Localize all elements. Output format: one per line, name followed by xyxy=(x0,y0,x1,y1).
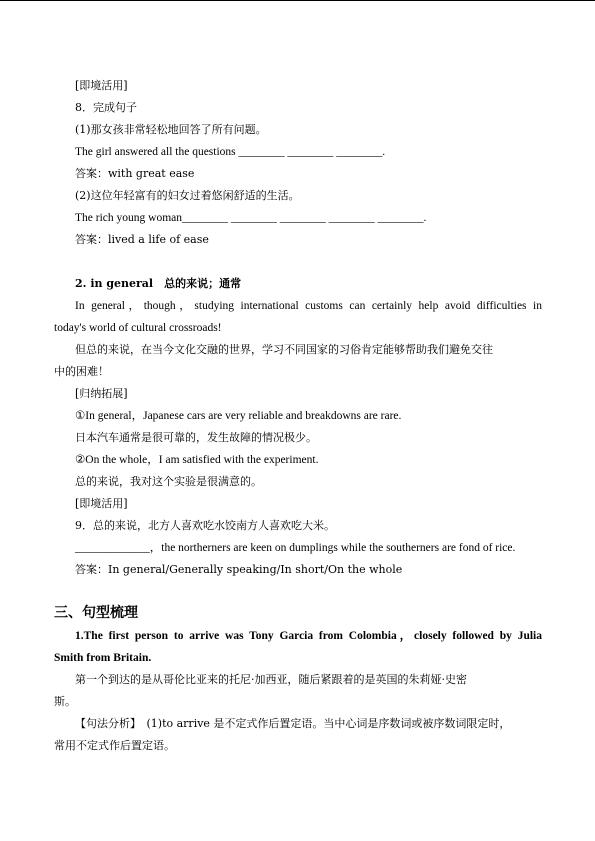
section-tag-expansion: [归纳拓展] xyxy=(75,387,128,400)
pattern-translation-cont: 斯。 xyxy=(54,695,76,708)
expansion-translation-2: 总的来说，我对这个实验是很满意的。 xyxy=(75,475,262,488)
example-translation: 但总的来说，在当今文化交融的世界，学习不同国家的习俗肯定能够帮助我们避免交往 xyxy=(75,343,493,356)
pattern-sentence-1: 1.The first person to arrive was Tony Garcia from Colombia，closely followed by Julia xyxy=(75,630,542,642)
exercise-sentence-2: The rich young woman________ ________ ________ ________ ________. xyxy=(75,212,427,224)
example-sentence-en-cont: today's world of cultural crossroads! xyxy=(54,322,222,334)
answer-2: 答案：lived a life of ease xyxy=(75,233,209,246)
example-translation-cont: 中的困难！ xyxy=(54,365,109,378)
answer-1: 答案：with great ease xyxy=(75,167,195,180)
phrase-heading-in-general: 2. in general 总的来说；通常 xyxy=(75,277,242,290)
pattern-sentence-1-cont: Smith from Britain. xyxy=(54,652,152,664)
answer-9: 答案：In general/Generally speaking/In short/On the whole xyxy=(75,563,403,576)
example-sentence-en: In general，though，studying international customs can certainly help avoid difficulties in xyxy=(75,300,542,312)
exercise-sentence-1: The girl answered all the questions ________ ________ ________. xyxy=(75,146,386,158)
pattern-translation: 第一个到达的是从哥伦比亚来的托尼·加西亚，随后紧跟着的是英国的朱莉娅·史密 xyxy=(75,673,467,686)
syntax-analysis-cont: 常用不定式作后置定语。 xyxy=(54,739,175,752)
exercise-9-sentence: _____________，the northerners are keen on dumplings while the southerners are fond of rice. xyxy=(75,542,516,554)
syntax-analysis: 【句法分析】 (1)to arrive 是不定式作后置定语。当中心词是序数词或被序数词限定时， xyxy=(75,717,511,730)
exercise-9-prompt: 9．总的来说，北方人喜欢吃水饺南方人喜欢吃大米。 xyxy=(75,519,335,532)
page-top-rule xyxy=(0,0,595,1)
expansion-example-1: ①In general，Japanese cars are very reliable and breakdowns are rare. xyxy=(75,410,402,422)
section-heading-sentence-patterns: 三、句型梳理 xyxy=(54,605,138,621)
section-tag-practice-2: [即境活用] xyxy=(75,497,128,510)
exercise-prompt-1: (1)那女孩非常轻松地回答了所有问题。 xyxy=(75,123,267,136)
section-tag-practice: [即境活用] xyxy=(75,79,128,92)
exercise-prompt-2: (2)这位年轻富有的妇女过着悠闲舒适的生活。 xyxy=(75,189,300,202)
expansion-translation-1: 日本汽车通常是很可靠的，发生故障的情况极少。 xyxy=(75,431,317,444)
exercise-title: 8．完成句子 xyxy=(75,101,137,114)
expansion-example-2: ②On the whole，I am satisfied with the experiment. xyxy=(75,454,319,466)
